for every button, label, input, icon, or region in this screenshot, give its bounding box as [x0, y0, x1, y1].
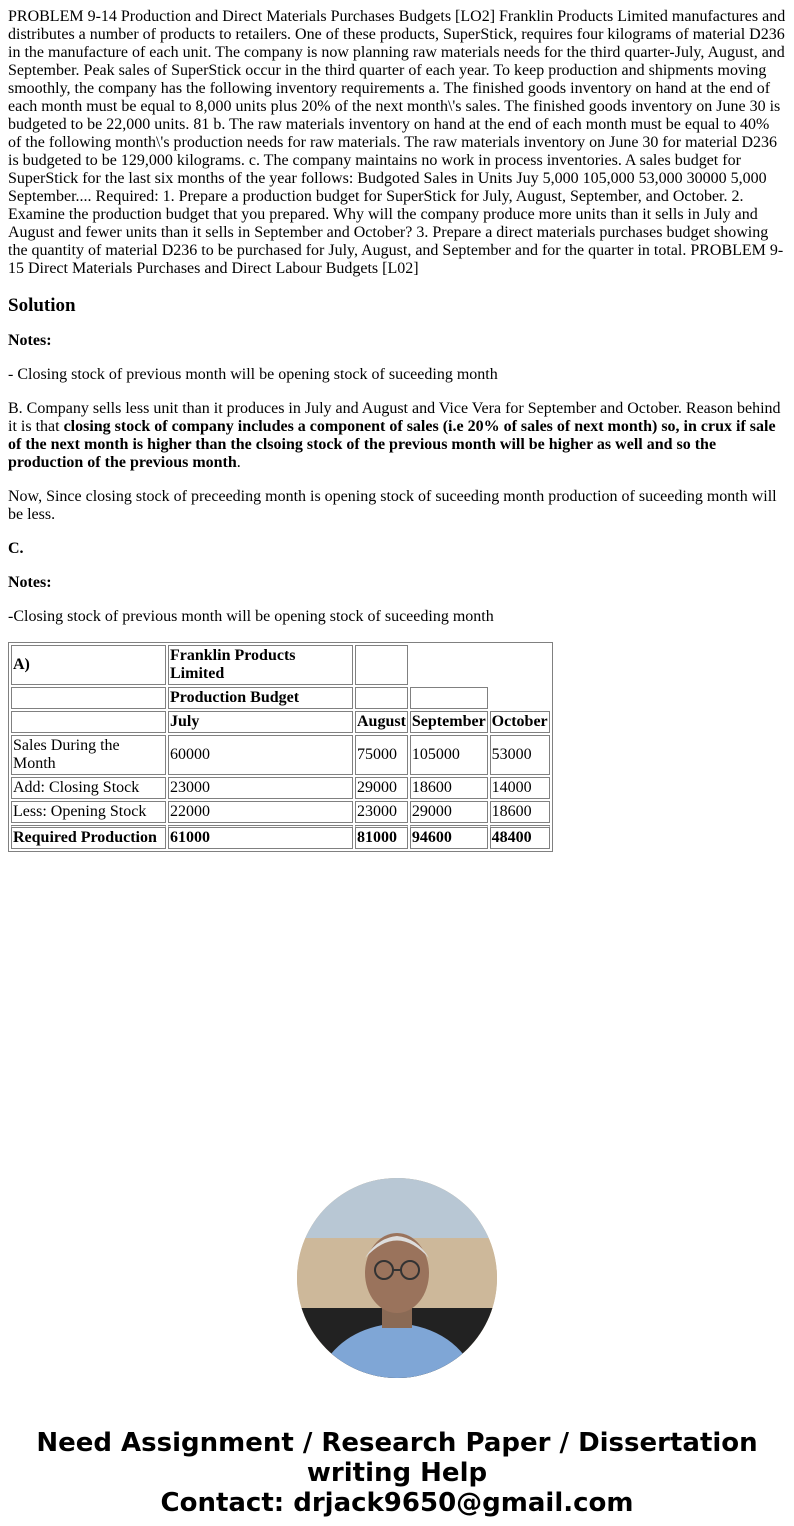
footer-banner: Need Assignment / Research Paper / Dissertation writing Help Contact: drjack9650@gmail.com [8, 1428, 786, 1518]
note-1: - Closing stock of previous month will be opening stock of suceeding month [8, 366, 498, 383]
contact-email: Contact: drjack9650@gmail.com [160, 1488, 634, 1518]
answer-b: B. Company sells less unit than it produces in July and August and Vice Vera for September and October. Reason behind it is that closing stock of company includes a component of sales (i.e 20% of sales of next month) so, in crux if sale of the next month is higher than the clsoing stock of the previous month will be higher as well and so the production of the previous month. [8, 400, 781, 471]
month-header: October [490, 711, 550, 733]
total-row: Required Production 61000 81000 94600 48400 [11, 825, 550, 849]
note-2: -Closing stock of previous month will be opening stock of suceeding month [8, 608, 494, 625]
table-row: Add: Closing Stock 23000 29000 18600 14000 [11, 777, 550, 799]
a-label: A) [11, 645, 166, 685]
month-header: August [355, 711, 408, 733]
company-name: Franklin Products Limited [168, 645, 353, 685]
problem-text: PROBLEM 9-14 Production and Direct Materials Purchases Budgets [LO2] Franklin Products Limited manufactures and distributes a number of products to retailers. One of these products, SuperStick, requires four kilograms of material D236 in the manufacture of each unit. The company is now planning raw materials needs for the third quarter-July, August, and September. Peak sales of SuperStick occur in the third quarter of each year. To keep production and shipments moving smoothly, the company has the following inventory requirements a. The finished goods inventory on hand at the end of each month must be equal to 8,000 units plus 20% of the next month\'s sales. The finished goods inventory on June 30 is budgeted to be 22,000 units. 81 b. The raw materials inventory on hand at the end of each month must be equal to 40% of the following month\'s production needs for raw materials. The raw materials inventory on June 30 for material D236 is budgeted to be 129,000 kilograms. c. The company maintains no work in process inventories. A sales budget for SuperStick for the last six months of the year follows: Budgoted Sales in Units Juy 5,000 105,000 53,000 30000 5,000 September.... Required: 1. Prepare a production budget for SuperStick for July, August, September, and October. 2. Examine the production budget that you prepared. Why will the company produce more units than it sells in July and August and fewer units than it sells in September and October? 3. Prepare a direct materials purchases budget showing the quantity of material D236 to be purchased for July, August, and September and for the quarter in total. PROBLEM 9-15 Direct Materials Purchases and Direct Labour Budgets [L02] [8, 8, 786, 277]
month-header: July [168, 711, 353, 733]
c-label: C. [8, 540, 24, 557]
budget-title: Production Budget [168, 687, 353, 709]
solution-heading: Solution [8, 295, 76, 316]
tutor-avatar [297, 1178, 497, 1378]
notes-label-2: Notes: [8, 574, 52, 591]
notes-label: Notes: [8, 332, 52, 349]
production-budget-table [8, 642, 553, 852]
table-row: Less: Opening Stock 22000 23000 29000 18600 [11, 801, 550, 823]
month-header: September [410, 711, 488, 733]
now-text: Now, Since closing stock of preceeding month is opening stock of suceeding month production of suceeding month will be less. [8, 488, 777, 523]
table-row: Sales During the Month 60000 75000 105000 53000 [11, 735, 550, 775]
